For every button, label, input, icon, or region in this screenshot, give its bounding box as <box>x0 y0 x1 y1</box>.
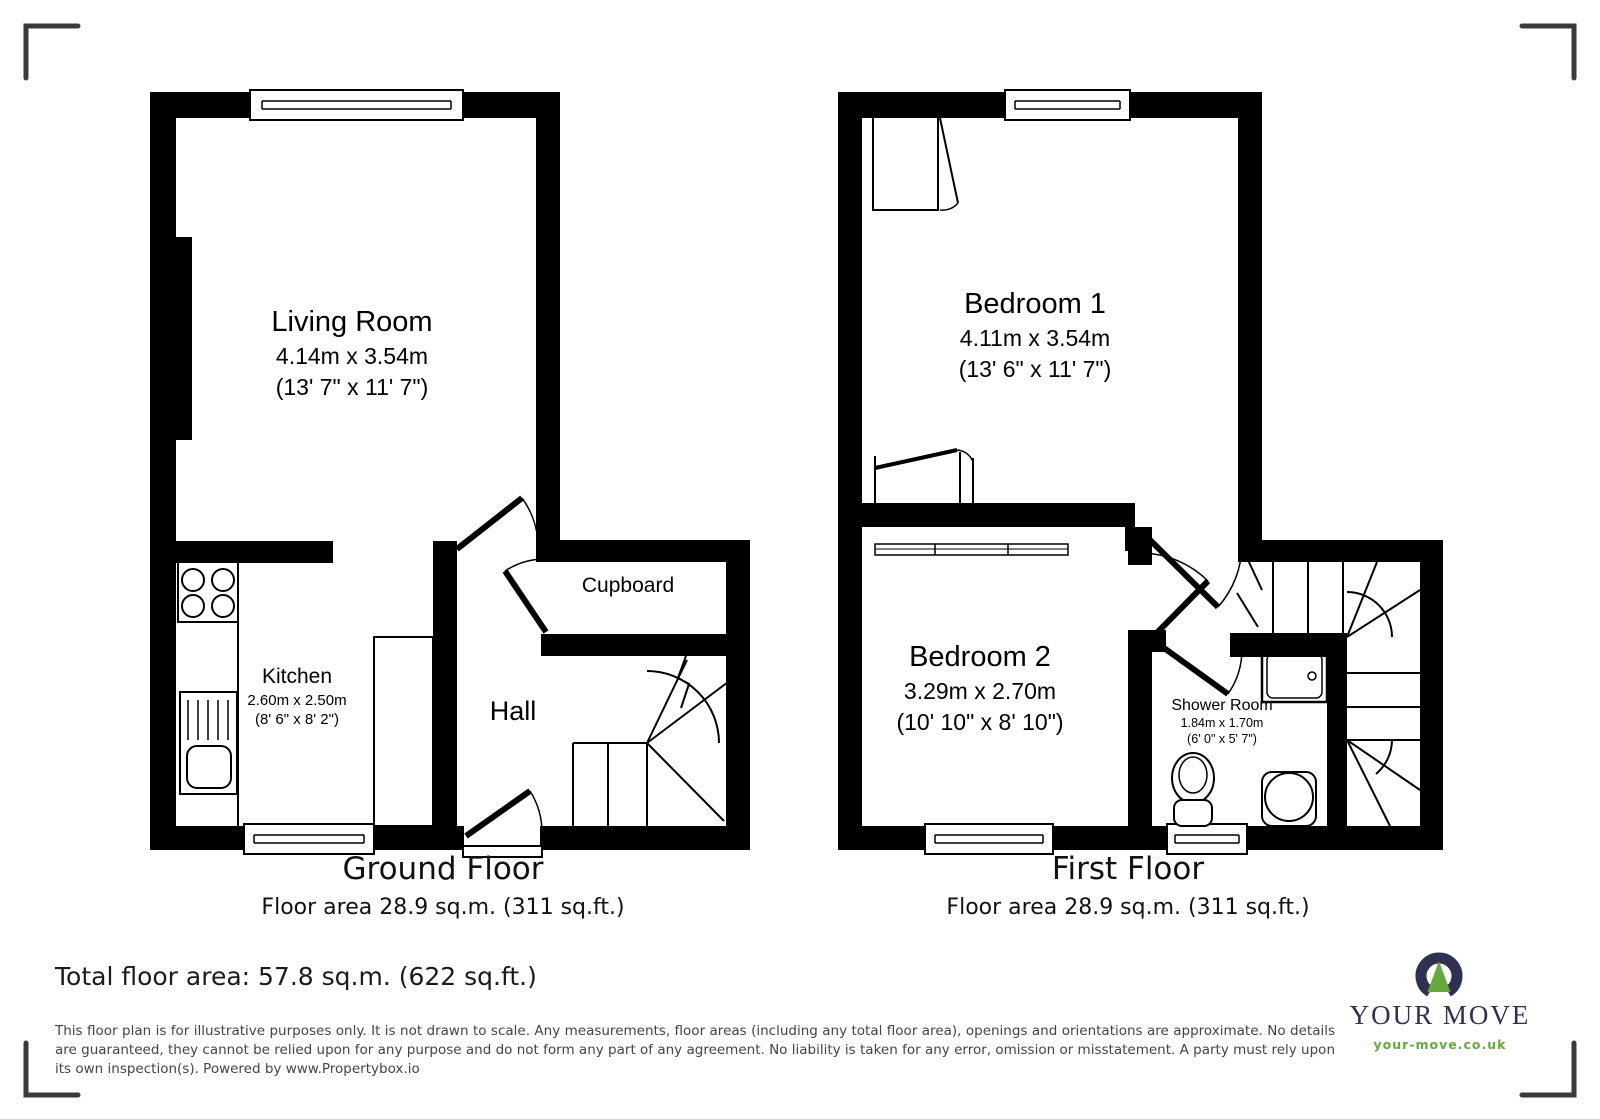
first-floor-area: Floor area 28.9 sq.m. (311 sq.ft.) <box>946 895 1310 920</box>
room-dims-imperial: (10' 10" x 8' 10") <box>896 708 1064 735</box>
living-room-window-icon <box>250 90 463 120</box>
shower-room-label <box>1171 695 1272 747</box>
living-room-label <box>271 303 432 402</box>
ground-floor-area: Floor area 28.9 sq.m. (311 sq.ft.) <box>261 895 625 920</box>
room-dims-imperial: (13' 7" x 11' 7") <box>275 373 429 400</box>
bedroom2-wardrobe-rail-icon <box>875 544 1068 555</box>
room-dims-metric: 1.84m x 1.70m <box>1180 716 1264 731</box>
room-dims-imperial: (13' 6" x 11' 7") <box>958 355 1112 382</box>
room-name: Hall <box>489 696 537 726</box>
bedroom1-wardrobe-icon <box>873 118 958 210</box>
total-floor-area: Total floor area: 57.8 sq.m. (622 sq.ft.) <box>55 962 537 991</box>
room-name: Shower Room <box>1171 697 1273 714</box>
bedroom2-label <box>896 638 1063 737</box>
room-name: Cupboard <box>581 574 675 597</box>
room-dims-imperial: (8' 6" x 8' 2") <box>255 711 339 729</box>
bedroom1-label <box>959 285 1112 384</box>
room-dims-metric: 2.60m x 2.50m <box>247 691 347 709</box>
disclaimer-text: This floor plan is for illustrative purposes only. It is not drawn to scale. Any measurements, floor areas (including any total floor area), openings and orientations are approximate. No details are guaranteed, they cannot be relied upon for any purpose and do not form any part of any agreement. No liability is taken for any error, omission or misstatement. A party must rely upon its own inspection(s). Powered by www.Propertybox.io <box>55 1023 1335 1077</box>
basin-icon <box>1262 772 1316 826</box>
ground-floor-title: Ground Floor <box>342 851 544 887</box>
brand-name: YOUR MOVE <box>1349 1000 1531 1030</box>
room-dims-metric: 4.14m x 3.54m <box>275 343 429 370</box>
toilet-icon <box>1172 753 1214 826</box>
shower-room-window-icon <box>1167 824 1247 854</box>
room-dims-metric: 4.11m x 3.54m <box>959 325 1111 352</box>
first-floor-title: First Floor <box>1051 851 1205 887</box>
bedroom1-window-icon <box>1005 90 1130 120</box>
room-name: Bedroom 1 <box>964 288 1106 320</box>
room-dims-imperial: (6' 0" x 5' 7") <box>1187 731 1257 746</box>
hob-icon <box>178 562 238 622</box>
bedroom2-window-icon <box>925 824 1053 854</box>
kitchen-window-icon <box>244 824 374 854</box>
cupboard-label <box>582 572 674 600</box>
brand-website: your-move.co.uk <box>1373 1037 1507 1052</box>
kitchen-unit <box>374 637 433 826</box>
bedroom1-closet-icon <box>875 450 973 503</box>
room-name: Bedroom 2 <box>909 641 1051 673</box>
kitchen-label <box>247 663 346 730</box>
room-name: Living Room <box>271 306 433 338</box>
ground-walls <box>150 92 750 850</box>
your-move-logo <box>1350 948 1531 1052</box>
ground-staircase <box>573 656 728 826</box>
room-dims-metric: 3.29m x 2.70m <box>903 678 1057 705</box>
cupboard-door-icon <box>505 559 546 632</box>
living-room-door-icon <box>457 498 538 549</box>
hall-label <box>490 694 537 730</box>
first-floor-plan <box>838 90 1443 854</box>
sink-icon <box>180 692 237 794</box>
ground-floor-plan <box>150 90 750 857</box>
room-name: Kitchen <box>261 665 333 688</box>
